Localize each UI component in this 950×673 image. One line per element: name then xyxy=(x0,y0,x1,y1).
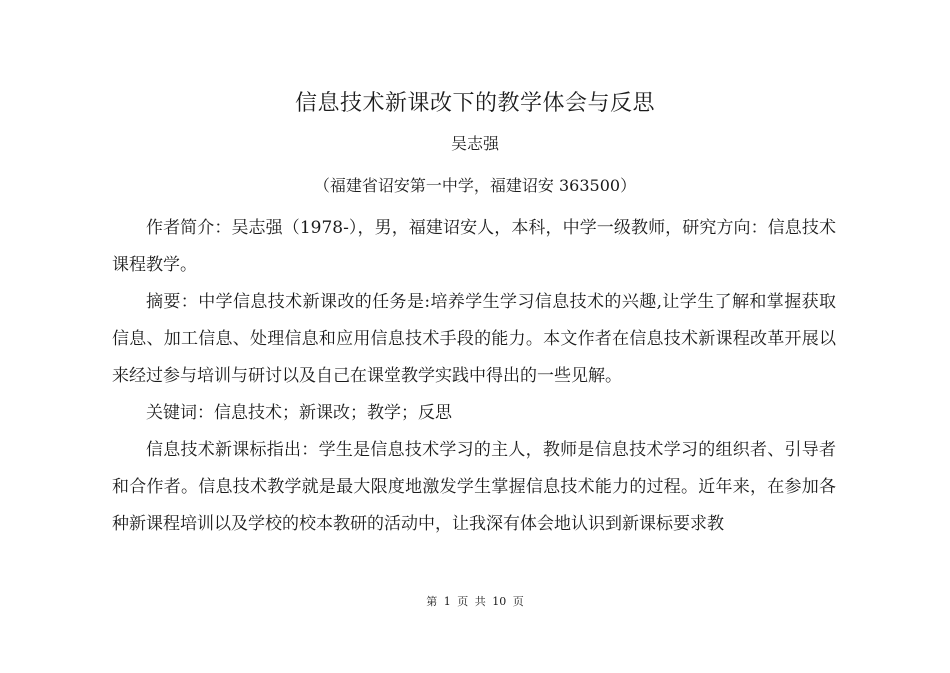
author-affiliation: （福建省诏安第一中学，福建诏安 363500） xyxy=(313,176,637,195)
document-body xyxy=(112,210,836,543)
author-name: 吴志强 xyxy=(450,134,499,153)
document-title: 信息技术新课改下的教学体会与反思 xyxy=(294,91,655,116)
page-number-footer: 第 1 页 共 10 页 xyxy=(426,595,524,608)
body-paragraph: 信息技术新课标指出：学生是信息技术学习的主人，教师是信息技术学习的组织者、引导者和合作者。信息技术教学就是最大限度地激发学生掌握信息技术能力的过程。近年来，在参加各种新课程培训以及学校的校本教研的活动中，让我深有体会地认识到新课标要求教 xyxy=(112,440,836,534)
author-bio-paragraph: 作者简介：吴志强（1978-），男，福建诏安人，本科，中学一级教师，研究方向：信息技术课程教学。 xyxy=(112,218,836,275)
abstract-paragraph: 摘要：中学信息技术新课改的任务是:培养学生学习信息技术的兴趣,让学生了解和掌握获取信息、加工信息、处理信息和应用信息技术手段的能力。本文作者在信息技术新课程改革开展以来经过参与培训与研讨以及自己在课堂教学实践中得出的一些见解。 xyxy=(112,292,836,386)
keywords-paragraph: 关键词：信息技术；新课改；教学；反思 xyxy=(146,403,452,423)
